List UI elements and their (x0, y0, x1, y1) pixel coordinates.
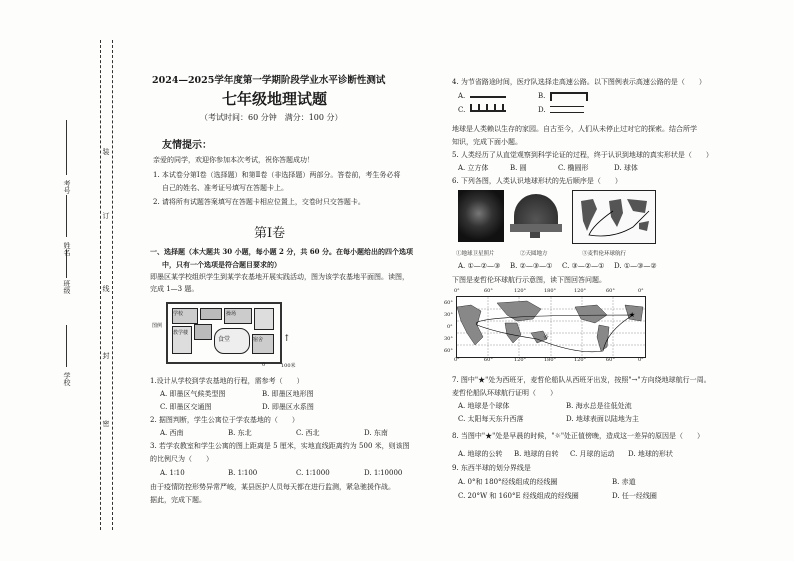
context-3a: 地球是人类赖以生存的家园。自古至今，人们从未停止过对它的探索。结合所学 (452, 125, 697, 133)
margin-char-mi: 密 (102, 420, 110, 427)
q8-option-b: B. 地球的自转 (514, 450, 559, 458)
subject-title: 七年级地理试题 (222, 90, 328, 108)
map-bottom-tick-1: 60° (484, 357, 493, 363)
q5-option-b: B. 圆 (510, 164, 527, 172)
context-1b: 完成 1—3 题。 (150, 285, 199, 293)
map-label-dorm: 宿舍 (253, 337, 264, 343)
school-blank (66, 325, 67, 367)
map-top-tick-4: 120° (574, 288, 587, 294)
farm-plan-map (160, 298, 282, 366)
map-label-school: 学校 (173, 311, 184, 317)
map-top-tick-0: 0° (454, 288, 460, 294)
img-caption-3: ③麦哲伦环球航行 (582, 251, 627, 257)
question-7b: 麦哲伦船队环球航行证明（ ） (452, 389, 557, 397)
q3-option-b: B. 1∶100 (228, 469, 258, 477)
legend-symbol-d (550, 106, 584, 113)
q8-option-d: D. 地球的形状 (628, 450, 673, 458)
question-3b: 的比例尺为（ ） (150, 455, 213, 463)
margin-char-ding: 订 (102, 212, 110, 219)
legend-symbol-c (470, 104, 506, 112)
q1-option-b: B. 即墨区地形图 (262, 390, 314, 398)
img-caption-2: ②天圆地方 (520, 251, 548, 257)
map-label-playground: 操场 (226, 311, 237, 317)
map-top-tick-6: 0° (638, 288, 644, 294)
q3-option-c: C. 1∶1000 (296, 469, 330, 477)
q2-option-a: A. 西南 (160, 429, 184, 437)
q4-option-a: A. (458, 92, 466, 100)
q2-option-c: C. 西北 (296, 429, 320, 437)
context-4: 下图是麦哲伦环球航行示意图，读下图回答问题。 (452, 276, 606, 284)
satellite-photo (458, 190, 504, 242)
q1-option-d: D. 即墨区水系图 (262, 403, 314, 411)
map-side-tick-2: 0° (447, 324, 453, 330)
margin-char-zhuang: 装 (102, 148, 110, 155)
binding-label-school: 学校 (63, 372, 71, 386)
north-arrow-icon: ↑ (283, 334, 291, 344)
q8-option-a: A. 地球的公转 (458, 450, 503, 458)
q5-option-d: D. 球体 (614, 164, 638, 172)
number-blank (66, 120, 67, 175)
map-bottom-tick-3: 180° (544, 357, 557, 363)
map-bottom-tick-6: 0° (638, 357, 644, 363)
map-side-tick-4: 60° (444, 348, 453, 354)
map-top-tick-2: 120° (514, 288, 527, 294)
context-1a: 即墨区某学校组织学生到某学农基地开展实践活动，图为该学农基地平面图。读图， (150, 273, 409, 281)
tips-heading: 友情提示： (162, 140, 212, 151)
map-top-tick-5: 60° (606, 288, 615, 294)
binding-label-class: 班级 (63, 280, 71, 294)
binding-label-name: 姓名 (63, 242, 71, 256)
q5-option-a: A. 立方体 (458, 164, 489, 172)
q3-option-a: A. 1∶10 (160, 469, 185, 477)
question-5: 5. 人类经历了从直觉观察到科学论证的过程，终于认识到地球的真实形状是（ ） (452, 151, 713, 159)
map-side-tick-0: 60° (444, 300, 453, 306)
map-bottom-tick-2: 120° (514, 357, 527, 363)
question-instructions-a: 一、选择题（本大题共 30 小题，每小题 2 分，共 60 分。在每小题给出的四个选项 (150, 247, 413, 256)
map-bottom-tick-4: 120° (574, 357, 587, 363)
q7-option-b: B. 海水总是往低处流 (566, 402, 632, 410)
map-legend-label: 图例 (152, 323, 163, 329)
q7-option-a: A. 地球是个球体 (458, 402, 510, 410)
q6-option-c: C. ③—②—① (562, 262, 605, 270)
map-top-tick-1: 60° (484, 288, 493, 294)
context-2a: 由于疫情防控形势异常严峻，某县医护人员每天都在进行监测，紧急驰援作战。 (150, 483, 395, 491)
legend-symbol-b (550, 92, 588, 101)
q7-option-c: C. 太阳每天东升西落 (458, 415, 524, 423)
q6-option-b: B. ②—③—① (510, 262, 553, 270)
dome-sky-image (510, 190, 566, 242)
question-instructions-b: 中，只有一个选项是符合题目要求的） (162, 260, 281, 269)
question-1: 1.设计从学校到学农基地的行程，需参考（ ） (150, 377, 304, 385)
scale-label: 100米 (281, 363, 296, 369)
svg-text:★: ★ (629, 311, 636, 319)
question-4: 4. 为节省路途时间，医疗队选择走高速公路。以下图例表示高速公路的是（ ） (452, 78, 706, 86)
map-label-building: 教学楼 (173, 330, 189, 336)
question-3a: 3. 若学农教室和学生公寓的图上距离是 5 厘米，实地直线距离约为 500 米，则该图 (150, 442, 410, 450)
question-9: 9. 东西半球的划分界线是 (452, 464, 531, 472)
q2-option-b: B. 东北 (228, 429, 252, 437)
svg-text:☼: ☼ (543, 333, 550, 341)
q9-option-c: C. 20°W 和 160°E 经线组成的经线圈 (458, 492, 579, 500)
exam-title: 2024—2025学年度第一学期阶段学业水平诊断性测试 (152, 75, 386, 86)
question-2: 2. 据图判断，学生公寓位于学农基地的（ ） (150, 416, 299, 424)
tip-1b: 自己的姓名、准考证号填写在答题卡上。 (162, 184, 288, 192)
q4-option-d: D. (538, 106, 546, 114)
margin-char-feng: 封 (102, 352, 110, 359)
q1-option-c: C. 即墨区交通图 (160, 403, 212, 411)
section-title: 第Ⅰ卷 (254, 226, 286, 241)
binding-label-number: 考号 (63, 180, 71, 194)
map-label-canteen: 食堂 (218, 336, 231, 343)
question-7a: 7. 图中"★"处为西班牙，麦哲伦船队从西班牙出发，按照"→"方向绕地球航行一周。 (452, 376, 711, 384)
context-2b: 据此，完成下题。 (150, 496, 206, 504)
tip-2: 2. 请将所有试题答案填写在答题卡相应位置上，交卷时只交答题卡。 (153, 198, 365, 206)
world-map (444, 288, 656, 364)
q8-option-c: C. 月球的运动 (570, 450, 615, 458)
magellan-route-map (572, 190, 656, 244)
q2-option-d: D. 东南 (364, 429, 388, 437)
q6-option-d: D. ①—③—② (614, 262, 657, 270)
exam-info: （考试时间：60 分钟 满分：100 分） (200, 113, 343, 122)
q7-option-d: D. 地球表面以陆地为主 (566, 415, 639, 423)
q9-option-a: A. 0°和 180°经线组成的经线圈 (458, 478, 558, 486)
name-blank (66, 195, 67, 237)
question-8: 8. 当图中"★"处是早晨的时候，"☼"处正值傍晚，造成这一差异的原因是（ ） (452, 432, 705, 440)
margin-char-xian: 线 (102, 285, 110, 292)
scale-bar (266, 363, 280, 364)
binding-line-inner (112, 40, 113, 530)
q6-option-a: A. ①—②—③ (458, 262, 501, 270)
map-bottom-tick-5: 60° (606, 357, 615, 363)
context-3b: 知识，完成下面小题。 (452, 138, 522, 146)
map-bottom-tick-0: 0° (454, 357, 460, 363)
q1-option-a: A. 即墨区气候类型图 (160, 390, 226, 398)
q9-option-b: B. 赤道 (612, 478, 636, 486)
q9-option-d: D. 任一经线圈 (612, 492, 657, 500)
q4-option-b: B. (538, 92, 546, 100)
q5-option-c: C. 椭圆形 (558, 164, 589, 172)
scale-zero: 0 (262, 362, 266, 368)
map-side-tick-1: 30° (444, 312, 453, 318)
map-side-tick-3: 30° (444, 336, 453, 342)
img-caption-1: ①地球卫星照片 (456, 251, 495, 257)
tip-1a: 1. 本试卷分第Ⅰ卷（选择题）和第Ⅱ卷（非选择题）两部分。答卷前，考生务必将 (153, 171, 401, 179)
greeting: 亲爱的同学，欢迎你参加本次考试，祝你答题成功！ (153, 156, 314, 164)
q3-option-d: D. 1∶10000 (364, 469, 403, 477)
question-6: 6. 下列各图，人类认识地球形状的先后顺序是（ ） (452, 177, 622, 185)
map-top-tick-3: 180° (544, 288, 557, 294)
q4-option-c: C. (458, 106, 466, 114)
legend-symbol-a (470, 96, 506, 98)
